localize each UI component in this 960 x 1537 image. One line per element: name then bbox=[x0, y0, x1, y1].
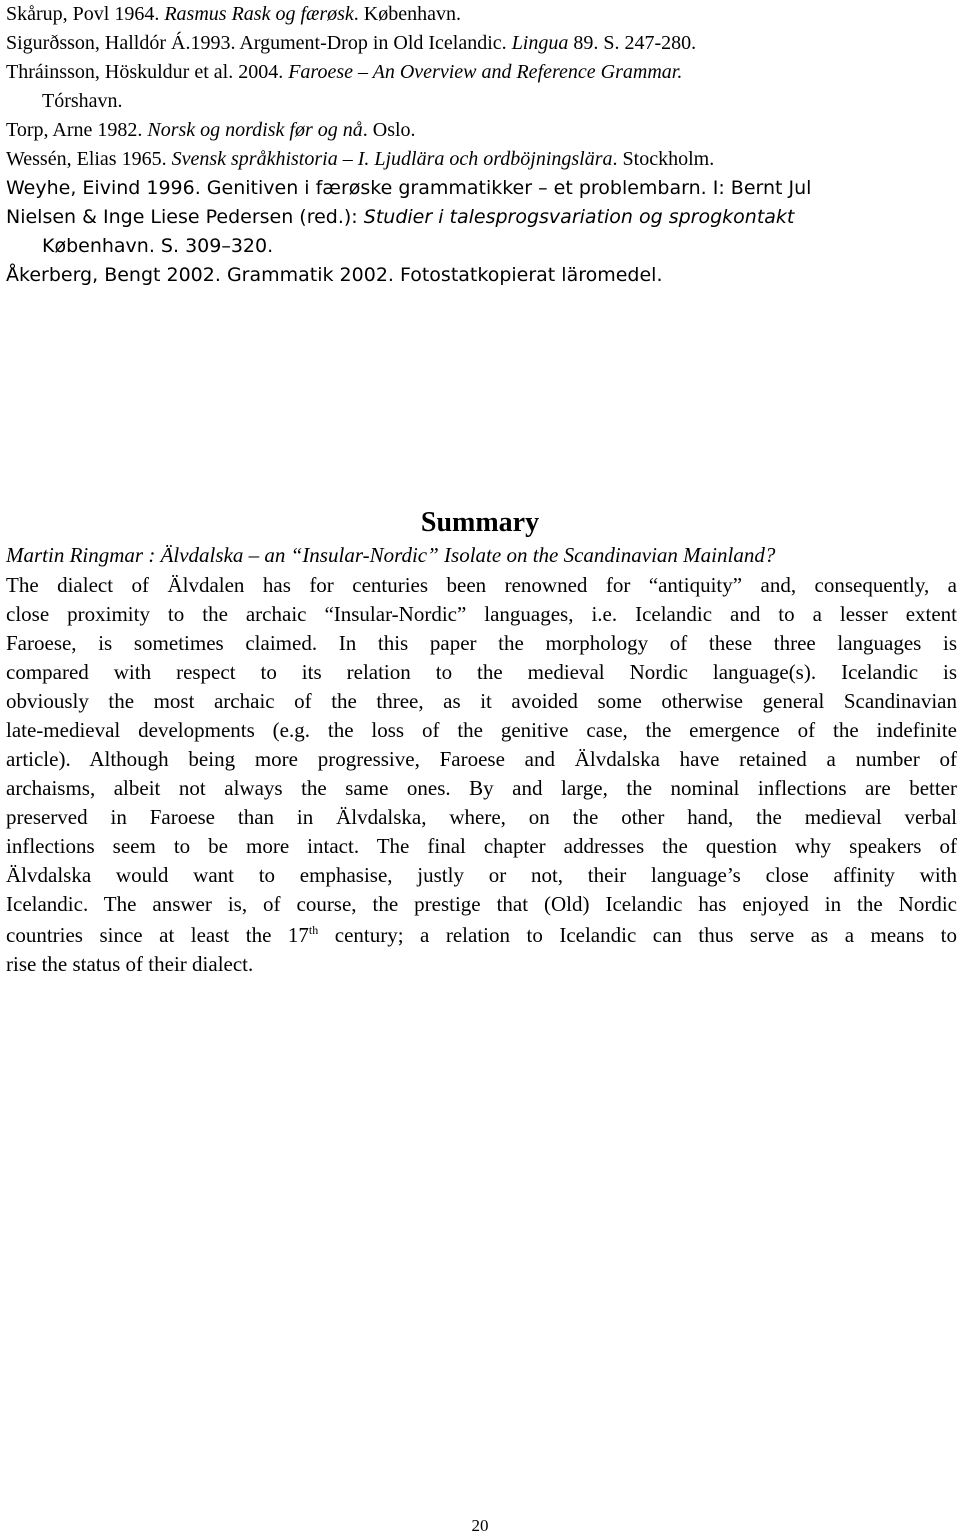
summary-line: The dialect of Älvdalen has for centuries been renowned for “antiquity” and, consequently, a bbox=[6, 573, 957, 597]
reference-entry: Wessén, Elias 1965. Svensk språkhistoria – I. Ljudlära och ordböjningslära. Stockholm. bbox=[6, 148, 715, 170]
summary-line: obviously the most archaic of the three, as it avoided some otherwise general Scandinavian bbox=[6, 689, 957, 713]
reference-entry: Thráinsson, Höskuldur et al. 2004. Faroese – An Overview and Reference Grammar. bbox=[6, 61, 683, 83]
summary-line-part: century; a relation to Icelandic can thus serve as a means to bbox=[318, 923, 957, 947]
summary-line: close proximity to the archaic “Insular-Nordic” languages, i.e. Icelandic and to a lesser extent bbox=[6, 602, 957, 626]
summary-line: inflections seem to be more intact. The final chapter addresses the question why speakers of bbox=[6, 834, 957, 858]
reference-entry-continuation: København. S. 309–320. bbox=[42, 235, 274, 257]
summary-line: preserved in Faroese than in Älvdalska, where, on the other hand, the medieval verbal bbox=[6, 805, 957, 829]
page-number: 20 bbox=[471, 1516, 489, 1535]
summary-line: archaisms, albeit not always the same ones. By and large, the nominal inflections are better bbox=[6, 776, 957, 800]
reference-entry: Sigurðsson, Halldór Á.1993. Argument-Drop in Old Icelandic. Lingua 89. S. 247-280. bbox=[6, 32, 697, 54]
summary-line-part: countries since at least the 17 bbox=[6, 923, 309, 947]
summary-line: Faroese, is sometimes claimed. In this paper the morphology of these three languages is bbox=[6, 631, 957, 655]
summary-line: compared with respect to its relation to the medieval Nordic language(s). Icelandic is bbox=[6, 660, 957, 684]
summary-heading: Summary bbox=[420, 507, 540, 538]
summary-line: article). Although being more progressive, Faroese and Älvdalska have retained a number of bbox=[6, 747, 957, 771]
reference-entry-continuation: Tórshavn. bbox=[42, 90, 123, 112]
reference-entry: Åkerberg, Bengt 2002. Grammatik 2002. Fotostatkopierat läromedel. bbox=[6, 264, 663, 286]
summary-line: Icelandic. The answer is, of course, the prestige that (Old) Icelandic has enjoyed in the Nordic bbox=[6, 892, 957, 916]
summary-line bbox=[6, 921, 957, 952]
summary-line: late-medieval developments (e.g. the loss of the genitive case, the emergence of the indefinite bbox=[6, 718, 957, 742]
summary-subtitle: Martin Ringmar : Älvdalska – an “Insular-Nordic” Isolate on the Scandinavian Mainland? bbox=[6, 543, 776, 567]
summary-line: rise the status of their dialect. bbox=[6, 952, 254, 976]
summary-line: Älvdalska would want to emphasise, justly or not, their language’s close affinity with bbox=[6, 863, 957, 887]
superscript-ordinal: th bbox=[308, 923, 319, 937]
reference-entry: Skårup, Povl 1964. Rasmus Rask og færøsk. København. bbox=[6, 3, 461, 25]
reference-entry-continuation: Nielsen & Inge Liese Pedersen (red.): Studier i talesprogsvariation og sprogkontakt bbox=[6, 206, 795, 228]
reference-entry: Torp, Arne 1982. Norsk og nordisk før og nå. Oslo. bbox=[6, 119, 416, 141]
reference-entry: Weyhe, Eivind 1996. Genitiven i færøske grammatikker – et problembarn. I: Bernt Jul bbox=[6, 177, 812, 199]
